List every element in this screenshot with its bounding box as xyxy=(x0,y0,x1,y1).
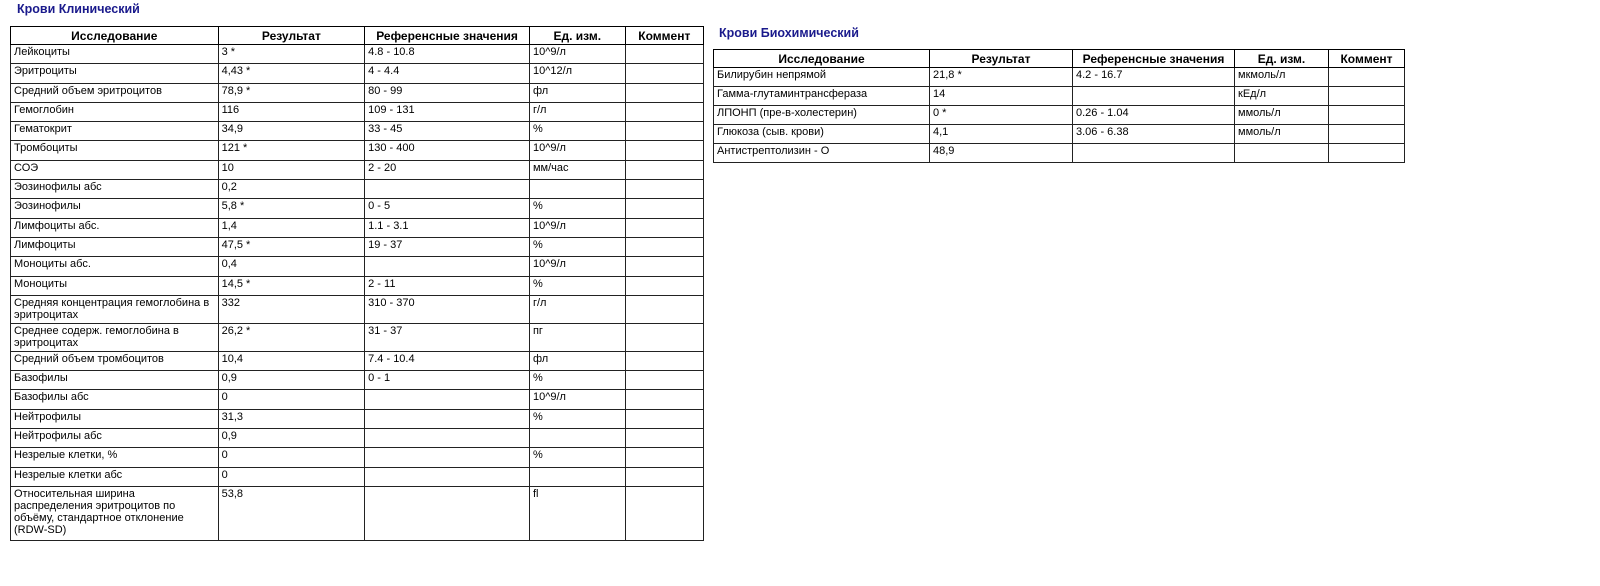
test-cell: ЛПОНП (пре-в-холестерин) xyxy=(714,106,930,125)
reference-cell: 4 - 4.4 xyxy=(365,64,530,83)
table-row xyxy=(11,160,704,179)
result-cell: 10 xyxy=(218,160,365,179)
biochem-section-title: Крови Биохимический xyxy=(719,26,859,40)
reference-cell: 19 - 37 xyxy=(365,237,530,256)
result-cell: 53,8 xyxy=(218,486,365,540)
header-reference: Референсные значения xyxy=(1073,50,1235,68)
reference-cell xyxy=(1073,144,1235,163)
unit-cell xyxy=(1235,144,1329,163)
unit-cell: г/л xyxy=(529,295,625,323)
result-cell: 26,2 * xyxy=(218,323,365,351)
unit-cell: % xyxy=(529,448,625,467)
unit-cell xyxy=(529,180,625,199)
table-row xyxy=(11,371,704,390)
test-cell: Базофилы xyxy=(11,371,219,390)
test-cell: Гемоглобин xyxy=(11,102,219,121)
table-row xyxy=(11,257,704,276)
comment-cell xyxy=(625,141,703,160)
reference-cell xyxy=(1073,87,1235,106)
test-cell: Моноциты абс. xyxy=(11,257,219,276)
reference-cell: 31 - 37 xyxy=(365,323,530,351)
test-cell: Средняя концентрация гемоглобина в эритроцитах xyxy=(11,295,219,323)
reference-cell: 2 - 20 xyxy=(365,160,530,179)
reference-cell: 2 - 11 xyxy=(365,276,530,295)
result-cell: 14 xyxy=(930,87,1073,106)
test-cell: Средний объем эритроцитов xyxy=(11,83,219,102)
result-cell: 47,5 * xyxy=(218,237,365,256)
table-row xyxy=(714,125,1405,144)
reference-cell: 33 - 45 xyxy=(365,122,530,141)
test-cell: Лимфоциты абс. xyxy=(11,218,219,237)
table-row xyxy=(11,64,704,83)
table-row xyxy=(11,199,704,218)
result-cell: 0 xyxy=(218,390,365,409)
test-cell: Относительная ширина распределения эритроцитов по объёму, стандартное отклонение (RDW-SD) xyxy=(11,486,219,540)
table-row xyxy=(11,486,704,540)
unit-cell: пг xyxy=(529,323,625,351)
unit-cell: мм/час xyxy=(529,160,625,179)
comment-cell xyxy=(625,323,703,351)
table-row xyxy=(11,122,704,141)
biochem-results-table xyxy=(713,49,1405,163)
unit-cell: 10^9/л xyxy=(529,45,625,64)
comment-cell xyxy=(625,409,703,428)
test-cell: Моноциты xyxy=(11,276,219,295)
table-row xyxy=(11,83,704,102)
table-row xyxy=(714,68,1405,87)
result-cell: 48,9 xyxy=(930,144,1073,163)
unit-cell: фл xyxy=(529,351,625,370)
table-row xyxy=(11,429,704,448)
comment-cell xyxy=(1329,125,1405,144)
unit-cell: fl xyxy=(529,486,625,540)
unit-cell: фл xyxy=(529,83,625,102)
unit-cell: 10^9/л xyxy=(529,218,625,237)
unit-cell: % xyxy=(529,371,625,390)
test-cell: Нейтрофилы xyxy=(11,409,219,428)
unit-cell xyxy=(529,429,625,448)
comment-cell xyxy=(625,390,703,409)
table-row xyxy=(11,102,704,121)
result-cell: 121 * xyxy=(218,141,365,160)
reference-cell xyxy=(365,486,530,540)
reference-cell: 109 - 131 xyxy=(365,102,530,121)
table-header-row xyxy=(11,27,704,45)
reference-cell: 0 - 1 xyxy=(365,371,530,390)
test-cell: Незрелые клетки, % xyxy=(11,448,219,467)
result-cell: 0,9 xyxy=(218,429,365,448)
result-cell: 3 * xyxy=(218,45,365,64)
unit-cell xyxy=(529,467,625,486)
result-cell: 31,3 xyxy=(218,409,365,428)
result-cell: 0 xyxy=(218,448,365,467)
clinical-section-title: Крови Клинический xyxy=(17,2,140,16)
comment-cell xyxy=(625,351,703,370)
reference-cell xyxy=(365,180,530,199)
reference-cell: 310 - 370 xyxy=(365,295,530,323)
table-header-row xyxy=(714,50,1405,68)
reference-cell: 80 - 99 xyxy=(365,83,530,102)
result-cell: 4,1 xyxy=(930,125,1073,144)
test-cell: Эритроциты xyxy=(11,64,219,83)
reference-cell: 4.2 - 16.7 xyxy=(1073,68,1235,87)
comment-cell xyxy=(625,276,703,295)
result-cell: 21,8 * xyxy=(930,68,1073,87)
comment-cell xyxy=(625,160,703,179)
table-row xyxy=(11,237,704,256)
unit-cell: % xyxy=(529,237,625,256)
test-cell: Гамма-глутаминтрансфераза xyxy=(714,87,930,106)
unit-cell: г/л xyxy=(529,102,625,121)
header-test: Исследование xyxy=(714,50,930,68)
unit-cell: % xyxy=(529,409,625,428)
result-cell: 34,9 xyxy=(218,122,365,141)
result-cell: 1,4 xyxy=(218,218,365,237)
table-row xyxy=(11,45,704,64)
test-cell: Нейтрофилы абс xyxy=(11,429,219,448)
test-cell: Среднее содерж. гемоглобина в эритроцитах xyxy=(11,323,219,351)
table-row xyxy=(714,106,1405,125)
comment-cell xyxy=(625,83,703,102)
header-result: Результат xyxy=(218,27,365,45)
reference-cell: 0.26 - 1.04 xyxy=(1073,106,1235,125)
unit-cell: % xyxy=(529,199,625,218)
comment-cell xyxy=(625,467,703,486)
reference-cell xyxy=(365,429,530,448)
test-cell: Незрелые клетки абс xyxy=(11,467,219,486)
comment-cell xyxy=(1329,68,1405,87)
comment-cell xyxy=(625,45,703,64)
table-row xyxy=(11,390,704,409)
comment-cell xyxy=(625,448,703,467)
test-cell: Лейкоциты xyxy=(11,45,219,64)
clinical-results-table xyxy=(10,26,704,541)
unit-cell: % xyxy=(529,276,625,295)
reference-cell: 1.1 - 3.1 xyxy=(365,218,530,237)
header-reference: Референсные значения xyxy=(365,27,530,45)
result-cell: 0 xyxy=(218,467,365,486)
unit-cell: 10^12/л xyxy=(529,64,625,83)
result-cell: 0,2 xyxy=(218,180,365,199)
comment-cell xyxy=(1329,106,1405,125)
result-cell: 0,9 xyxy=(218,371,365,390)
table-row xyxy=(11,409,704,428)
test-cell: Тромбоциты xyxy=(11,141,219,160)
comment-cell xyxy=(625,64,703,83)
comment-cell xyxy=(625,218,703,237)
test-cell: Антистрептолизин - О xyxy=(714,144,930,163)
result-cell: 4,43 * xyxy=(218,64,365,83)
test-cell: Билирубин непрямой xyxy=(714,68,930,87)
reference-cell: 7.4 - 10.4 xyxy=(365,351,530,370)
result-cell: 5,8 * xyxy=(218,199,365,218)
comment-cell xyxy=(625,486,703,540)
unit-cell: 10^9/л xyxy=(529,141,625,160)
table-row xyxy=(11,323,704,351)
header-test: Исследование xyxy=(11,27,219,45)
reference-cell: 0 - 5 xyxy=(365,199,530,218)
table-row xyxy=(11,141,704,160)
table-row xyxy=(714,87,1405,106)
reference-cell xyxy=(365,257,530,276)
comment-cell xyxy=(625,199,703,218)
table-row xyxy=(11,448,704,467)
comment-cell xyxy=(1329,87,1405,106)
header-result: Результат xyxy=(930,50,1073,68)
test-cell: Эозинофилы xyxy=(11,199,219,218)
test-cell: Средний объем тромбоцитов xyxy=(11,351,219,370)
unit-cell: % xyxy=(529,122,625,141)
result-cell: 116 xyxy=(218,102,365,121)
unit-cell: кЕд/л xyxy=(1235,87,1329,106)
result-cell: 332 xyxy=(218,295,365,323)
comment-cell xyxy=(625,295,703,323)
comment-cell xyxy=(1329,144,1405,163)
unit-cell: 10^9/л xyxy=(529,257,625,276)
comment-cell xyxy=(625,429,703,448)
table-row xyxy=(11,218,704,237)
comment-cell xyxy=(625,102,703,121)
test-cell: Глюкоза (сыв. крови) xyxy=(714,125,930,144)
table-row xyxy=(11,180,704,199)
reference-cell: 3.06 - 6.38 xyxy=(1073,125,1235,144)
test-cell: Эозинофилы абс xyxy=(11,180,219,199)
comment-cell xyxy=(625,371,703,390)
test-cell: СОЭ xyxy=(11,160,219,179)
test-cell: Лимфоциты xyxy=(11,237,219,256)
unit-cell: ммоль/л xyxy=(1235,125,1329,144)
reference-cell: 4.8 - 10.8 xyxy=(365,45,530,64)
reference-cell xyxy=(365,390,530,409)
header-unit: Ед. изм. xyxy=(529,27,625,45)
header-comment: Коммент xyxy=(1329,50,1405,68)
comment-cell xyxy=(625,180,703,199)
comment-cell xyxy=(625,257,703,276)
table-row xyxy=(11,295,704,323)
test-cell: Гематокрит xyxy=(11,122,219,141)
comment-cell xyxy=(625,122,703,141)
table-row xyxy=(11,351,704,370)
result-cell: 78,9 * xyxy=(218,83,365,102)
comment-cell xyxy=(625,237,703,256)
reference-cell: 130 - 400 xyxy=(365,141,530,160)
table-row xyxy=(714,144,1405,163)
result-cell: 0,4 xyxy=(218,257,365,276)
result-cell: 14,5 * xyxy=(218,276,365,295)
table-row xyxy=(11,276,704,295)
result-cell: 0 * xyxy=(930,106,1073,125)
reference-cell xyxy=(365,409,530,428)
test-cell: Базофилы абс xyxy=(11,390,219,409)
unit-cell: ммоль/л xyxy=(1235,106,1329,125)
reference-cell xyxy=(365,467,530,486)
result-cell: 10,4 xyxy=(218,351,365,370)
reference-cell xyxy=(365,448,530,467)
table-row xyxy=(11,467,704,486)
header-comment: Коммент xyxy=(625,27,703,45)
header-unit: Ед. изм. xyxy=(1235,50,1329,68)
unit-cell: мкмоль/л xyxy=(1235,68,1329,87)
unit-cell: 10^9/л xyxy=(529,390,625,409)
